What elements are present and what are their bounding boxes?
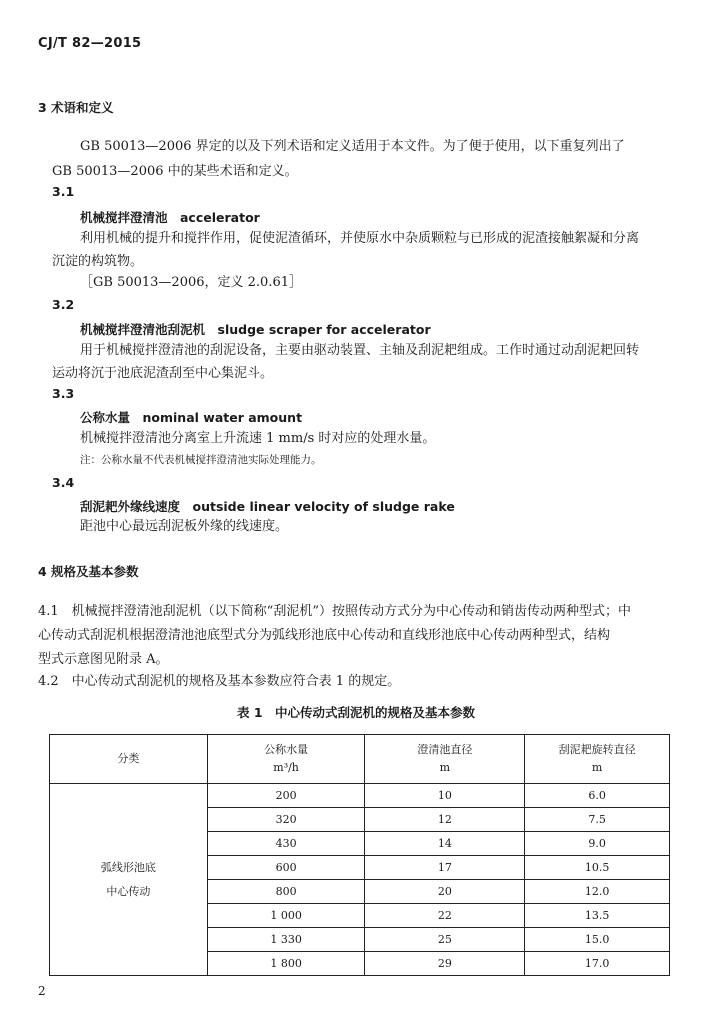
section-3-intro-line-1: GB 50013—2006 界定的以及下列术语和定义适用于本文件。为了便于使用，以下重复列出了 [80, 139, 625, 154]
flow-cell: 600 [207, 856, 365, 880]
header-tank-diameter-label: 澄清池直径 [417, 743, 473, 756]
section-4-title: 4 规格及基本参数 [38, 564, 139, 579]
term-heading: 机械搅拌澄清池 accelerator [80, 210, 260, 225]
flow-cell: 1 000 [207, 904, 365, 928]
table-row [50, 784, 670, 808]
flow-cell: 200 [207, 784, 365, 808]
tank-diameter-cell: 17 [365, 856, 525, 880]
term-definition-line-2: 运动将沉于池底泥渣刮至中心集泥斗。 [52, 366, 274, 381]
header-tank-diameter-unit: m [439, 761, 451, 774]
term-number: 3.4 [52, 475, 75, 490]
section-3-title: 3 术语和定义 [38, 100, 114, 115]
clause-4-1-line-2: 心传动式刮泥机根据澄清池池底型式分为弧线形池底中心传动和直线形池底中心传动两种型式，结构 [38, 628, 611, 643]
clause-4-1-line-1: 4.1 机械搅拌澄清池刮泥机（以下简称“刮泥机”）按照传动方式分为中心传动和销齿传动两种型式；中 [38, 604, 631, 619]
tank-diameter-cell: 20 [365, 880, 525, 904]
section-3-intro-line-2: GB 50013—2006 中的某些术语和定义。 [52, 164, 298, 179]
header-category [50, 735, 208, 784]
rake-diameter-cell: 12.0 [525, 880, 670, 904]
term-note: 注：公称水量不代表机械搅拌澄清池实际处理能力。 [80, 454, 322, 466]
spec-table [49, 734, 670, 976]
term-heading: 刮泥耙外缘线速度 outside linear velocity of sludge rake [80, 499, 455, 514]
term-definition-line-2: 沉淀的构筑物。 [52, 254, 144, 269]
rake-diameter-cell: 7.5 [525, 808, 670, 832]
header-tank-diameter [365, 735, 525, 784]
rake-diameter-cell: 6.0 [525, 784, 670, 808]
rake-diameter-cell: 17.0 [525, 952, 670, 976]
flow-cell: 800 [207, 880, 365, 904]
header-category-label: 分类 [117, 752, 140, 765]
rake-diameter-cell: 13.5 [525, 904, 670, 928]
table-caption: 表 1 中心传动式刮泥机的规格及基本参数 [236, 705, 476, 720]
tank-diameter-cell: 10 [365, 784, 525, 808]
document-code: CJ/T 82—2015 [38, 36, 142, 51]
flow-cell: 430 [207, 832, 365, 856]
clause-4-2: 4.2 中心传动式刮泥机的规格及基本参数应符合表 1 的规定。 [38, 674, 401, 689]
header-nominal-flow [207, 735, 365, 784]
tank-diameter-cell: 12 [365, 808, 525, 832]
term-heading: 机械搅拌澄清池刮泥机 sludge scraper for accelerator [80, 322, 431, 337]
header-nominal-flow-label: 公称水量 [264, 743, 309, 756]
flow-cell: 320 [207, 808, 365, 832]
term-definition-line-1: 利用机械的提升和搅拌作用，促使泥渣循环，并使原水中杂质颗粒与已形成的泥渣接触絮凝和分离 [80, 231, 640, 246]
group-label-line-2: 中心传动 [106, 884, 151, 898]
group-label-cell [50, 784, 208, 976]
tank-diameter-cell: 22 [365, 904, 525, 928]
page-number: 2 [38, 984, 46, 998]
term-definition-line-1: 用于机械搅拌澄清池的刮泥设备，主要由驱动装置、主轴及刮泥耙组成。工作时通过动刮泥耙回转 [80, 343, 640, 358]
clause-4-1-line-3: 型式示意图见附录 A。 [38, 652, 169, 667]
term-source: ［GB 50013—2006，定义 2.0.61］ [80, 275, 302, 290]
tank-diameter-cell: 29 [365, 952, 525, 976]
rake-diameter-cell: 9.0 [525, 832, 670, 856]
table-header-row [50, 735, 670, 784]
term-number: 3.3 [52, 386, 75, 401]
group-label-line-1: 弧线形池底 [100, 860, 156, 874]
term-number: 3.1 [52, 184, 75, 199]
rake-diameter-cell: 10.5 [525, 856, 670, 880]
header-rake-diameter-label: 刮泥耙旋转直径 [558, 743, 636, 756]
term-definition-line-1: 机械搅拌澄清池分离室上升流速 1 mm/s 时对应的处理水量。 [80, 431, 436, 446]
header-rake-diameter [525, 735, 670, 784]
term-heading: 公称水量 nominal water amount [80, 410, 303, 425]
rake-diameter-cell: 15.0 [525, 928, 670, 952]
header-rake-diameter-unit: m [591, 761, 603, 774]
flow-cell: 1 330 [207, 928, 365, 952]
flow-cell: 1 800 [207, 952, 365, 976]
header-nominal-flow-unit: m³/h [273, 761, 299, 774]
tank-diameter-cell: 14 [365, 832, 525, 856]
term-definition-line-1: 距池中心最远刮泥板外缘的线速度。 [80, 519, 289, 534]
term-number: 3.2 [52, 297, 75, 312]
tank-diameter-cell: 25 [365, 928, 525, 952]
